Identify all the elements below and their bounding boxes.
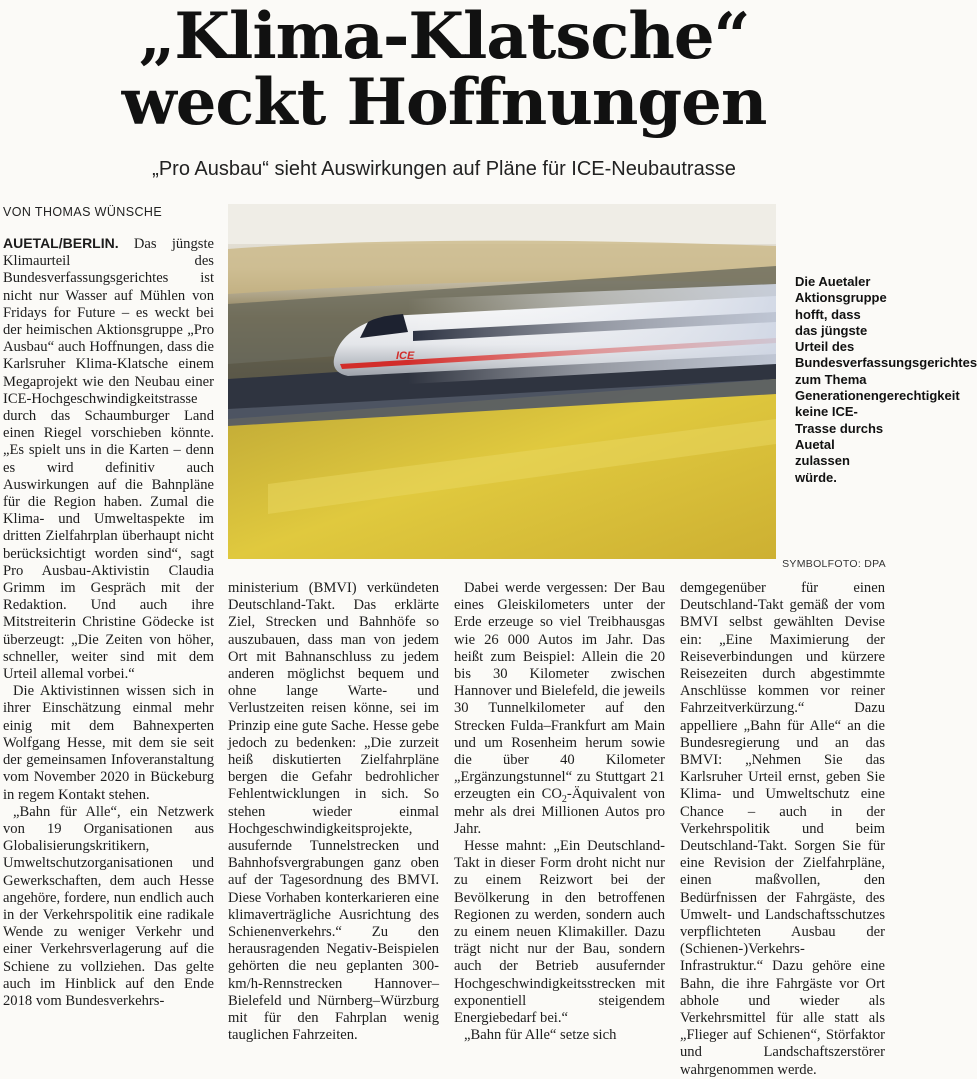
article-paragraph: Hesse mahnt: „Ein Deutschland-Takt in dieser Form droht nicht nur zu einem Reizwort bei der Bevölkerung in den betroffenen Regionen zu werden, sondern auch zu einem neuen Klimakiller. Dazu trägt nicht nur der Bau, sondern auch der Betrieb ausufernder Hochgeschwindigkeitsstrecken mit exponentiell steigendem Energiebedarf bei.“ [454,838,665,1027]
photo-credit: SYMBOLFOTO: DPA [782,558,886,570]
subheadline: „Pro Ausbau“ sieht Auswirkungen auf Pläne für ICE-Neubautrasse [152,158,736,180]
article-paragraph: „Bahn für Alle“, ein Netzwerk von 19 Organisationen aus Globalisierungskritikern, Umweltschutzorganisationen und Gewerkschaften, dem auch Hesse angehöre, fordere, nun endlich auch in der Verkehrspolitik eine radikale Wende zu weniger Verkehr und einer Verkehrsverlagerung auf die Schiene zu vollziehen. Das gelte auch im Hinblick auf den Ende 2018 vom Bundesverkehrs- [3,803,214,1009]
photo-caption: Die Auetaler Aktionsgruppe hofft, dass das jüngste Urteil des Bundesverfassungsgerichtes zum Thema Generationengerechtigkeit keine ICE-Trasse durchs Auetal zulassen würde. [795,274,977,485]
headline-line-2: weckt Hoffnungen [121,65,767,140]
paragraph-text: -Äquivalent von mehr als drei Millionen Autos pro Jahr. [454,786,665,837]
article-paragraph [3,235,214,683]
article-column-4 [680,580,885,1079]
article-paragraph: ministerium (BMVI) verkündeten Deutschland-Takt. Das erklärte Ziel, Strecken und Bahnhöfe so auszubauen, dass man von jedem Ort mit Bahnanschluss zu jedem anderen möglichst bequem und ohne lange Warte- und Verlustzeiten reisen könne, sei im Prinzip eine gute Sache. Hesse gebe jedoch zu bedenken: „Die zurzeit heiß diskutierten Zielfahrpläne bergen die Gefahr bedrohlicher Fehlentwicklungen in sich. So stehen wieder einmal Hochgeschwindigkeitsprojekte, ausufernde Tunnelstrecken und Bahnhofsvergrabungen ganz oben auf der Tagesordnung des BMVI. Diese Vorhaben konterkarieren eine klimaverträgliche Ausrichtung des Schienenverkehrs.“ Zu den herausragenden Negativ-Beispielen gehörten die neu geplanten 300-km/h-Rennstrecken Hannover–Bielefeld und Nürnberg–Würzburg mit für den Fahrplan wenig tauglichen Fahrzeiten. [228,580,439,1044]
subscript: 2 [561,794,567,806]
article-paragraph: demgegenüber für einen Deutschland-Takt gemäß der vom BMVI selbst gewählten Devise ein: „Eine Maximierung der Reiseverbindungen und kürzere Reisezeiten durch abgestimmte Anschlüsse kommen vor reiner Fahrzeitverkürzung.“ Dazu appelliere „Bahn für Alle“ an die Bundesregierung und an das BMVI: „Nehmen Sie das Karlsruher Urteil ernst, geben Sie Klima- und Umweltschutz eine Chance – auch in der Verkehrspolitik und beim Deutschland-Takt. Sorgen Sie für eine Revision der Zielfahrpläne, einen maßvollen, den Bedürfnissen der Fahrgäste, des Umwelt- und Landschaftsschutzes verpflichteten Ausbau der (Schienen-)Verkehrs-Infrastruktur.“ Dazu gehöre eine Bahn, die ihre Fahrgäste vor Ort abhole und wieder als Verkehrsmittel für alle statt als „Flieger auf Schienen“, Störfaktor und Landschaftszerstörer wahrgenommen werde. [680,580,885,1078]
article-paragraph: „Bahn für Alle“ setze sich [464,1027,617,1044]
headline [0,0,888,140]
article-paragraph [454,580,665,838]
paragraph-text: Das jüngste Klimaurteil des Bundesverfassungsgerichtes ist nicht nur Wasser auf Mühlen von Fridays for Future – es weckt bei der heimischen Aktionsgruppe „Pro Ausbau“ auch Hoffnungen, dass die Karlsruher Klima-Klatsche einem Megaprojekt wie den Neubau einer ICE-Hochgeschwindigkeitstrasse durch das Schaumburger Land einen Riegel vorschieben könnte. „Es spielt uns in die Karten – denn es wird definitiv auch Auswirkungen auf die Bahnpläne für die Region haben. Zumal die Klima- und Umweltaspekte im dritten Zielfahrplan überhaupt nicht berücksichtigt worden sind“, sagt Pro Ausbau-Aktivistin Claudia Grimm im Gespräch mit der Redaktion. Und auch ihre Mitstreiterin Christine Gödecke ist überzeugt: „Die Zeiten von höher, schneller, weiter sind mit dem Urteil allemal vorbei.“ [3,236,214,683]
article-column-2 [228,580,439,1044]
train-label: ICE [396,350,415,362]
headline-line-1: „Klima-Klatsche“ [138,0,750,74]
dateline: AUETAL/BERLIN. [3,235,119,251]
paragraph-text: Dabei werde vergessen: Der Bau eines Gleiskilometers unter der Erde erzeuge so viel Treibhausgas wie 26 000 Autos im Jahr. Das heißt zum Beispiel: Allein die 20 bis 30 Kilometer zwischen Hannover und Bielefeld, die jeweils 30 Tunnelkilometer auf den Strecken Fulda–Frankfurt am Main und um Rosenheim herum sowie die über 40 Kilometer „Ergänzungstunnel“ zu Stuttgart 21 erzeugten ein CO [454,580,665,803]
article-column-3 [454,580,665,1044]
article-photo [228,204,776,559]
ice-train-photo-icon [228,204,776,559]
article-column-1 [3,235,214,1010]
byline: VON THOMAS WÜNSCHE [3,205,163,219]
article-paragraph: Die Aktivistinnen wissen sich in ihrer Einschätzung einmal mehr einig mit dem Bahnexperten Wolfgang Hesse, mit dem sie seit der gemeinsamen Infoveranstaltung vom November 2020 in Bückeburg in regem Kontakt stehen. [3,683,214,803]
